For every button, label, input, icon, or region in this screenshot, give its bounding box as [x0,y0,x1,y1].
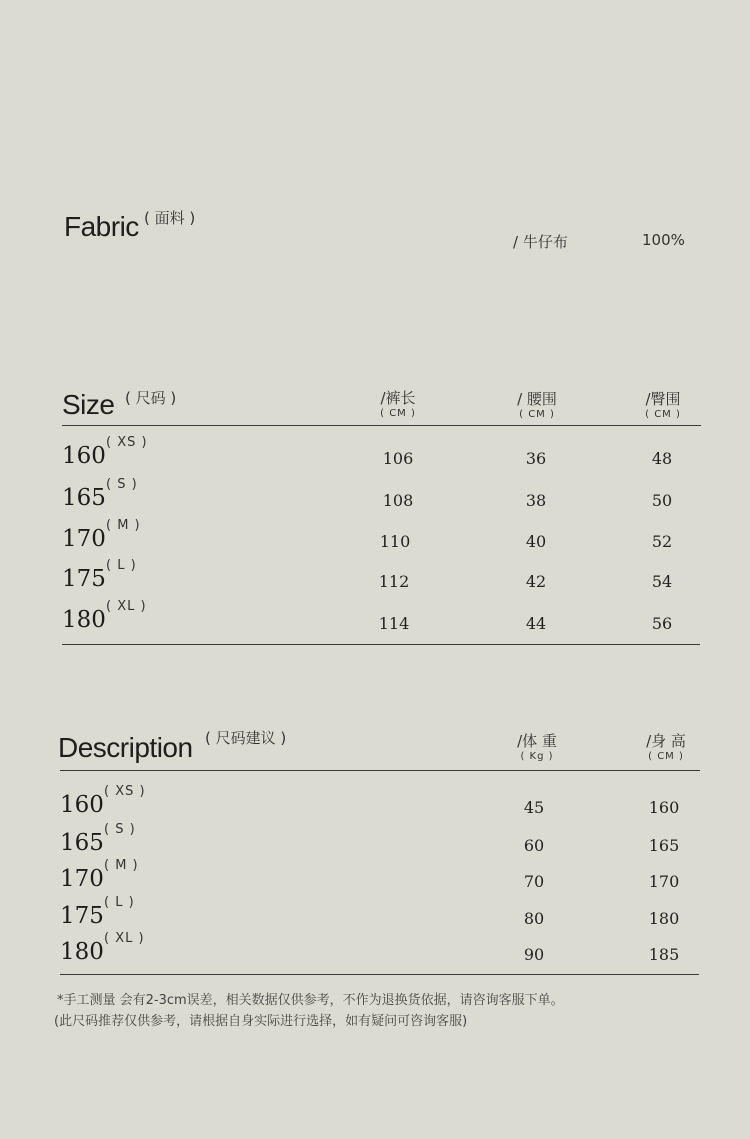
fabric-percent: 100% [642,231,685,249]
description-row-letter: ( L ) [104,895,135,910]
size-row-letter: ( L ) [106,558,137,573]
description-row-size: 160 [60,792,104,818]
size-row-size: 165 [62,485,106,511]
size-row-size: 160 [62,443,106,469]
note-recommendation: (此尺码推荐仅供参考，请根据自身实际进行选择，如有疑问可咨询客服) [54,1014,468,1029]
size-cell: 114 [378,614,410,633]
size-col-unit: ( CM ) [645,409,681,420]
note-measurement: *手工测量 会有2-3cm误差，相关数据仅供参考，不作为退换货依据，请咨询客服下单。 [57,993,564,1008]
description-col-unit: ( CM ) [648,751,684,762]
size-cell: 40 [525,532,547,551]
description-row-letter: ( M ) [104,858,139,873]
description-cell: 165 [648,836,680,855]
size-cell: 108 [382,491,414,510]
description-col-label: /体 重 [517,732,557,750]
size-title: Size [62,389,115,420]
size-bottom-rule [62,644,700,645]
description-col-label: /身 高 [646,732,686,750]
description-row-letter: ( XL ) [104,931,145,946]
size-cell: 44 [525,614,547,633]
description-row-size: 175 [60,903,104,929]
size-col-label: / 腰围 [517,390,557,408]
size-row-size: 175 [62,566,106,592]
description-title: Description [58,732,193,763]
size-row-letter: ( M ) [106,518,141,533]
size-cell: 112 [378,572,410,591]
size-row-letter: ( XS ) [106,435,148,450]
size-col-label: /臀围 [645,390,681,408]
description-row-size: 170 [60,866,104,892]
size-row-size: 180 [62,607,106,633]
description-cell: 45 [523,798,545,817]
description-cell: 90 [523,945,545,964]
size-row-letter: ( S ) [106,477,138,492]
description-col-header-weight [507,730,567,762]
description-row-size: 180 [60,939,104,965]
description-cell: 170 [648,872,680,891]
size-col-header-waist [507,388,567,420]
fabric-title: Fabric [64,211,139,242]
size-cell: 50 [651,491,673,510]
description-row-letter: ( S ) [104,822,136,837]
size-cell: 42 [525,572,547,591]
description-bottom-rule [60,974,699,975]
description-subtitle: ( 尺码建议 ) [205,729,287,747]
description-cell: 160 [648,798,680,817]
fabric-subtitle: ( 面料 ) [144,209,196,227]
size-cell: 110 [379,532,411,551]
description-top-rule [60,770,700,771]
size-cell: 106 [382,449,414,468]
size-col-unit: ( CM ) [519,409,555,420]
fabric-material: / 牛仔布 [513,233,568,251]
size-top-rule [62,425,701,426]
description-row-size: 165 [60,830,104,856]
size-col-header-hip [633,388,693,420]
size-row-letter: ( XL ) [106,599,147,614]
size-cell: 54 [651,572,673,591]
description-cell: 80 [523,909,545,928]
size-cell: 56 [651,614,673,633]
size-cell: 36 [525,449,547,468]
size-cell: 38 [525,491,547,510]
description-cell: 60 [523,836,545,855]
description-cell: 180 [648,909,680,928]
size-col-unit: ( CM ) [380,408,416,419]
description-cell: 185 [648,945,680,964]
description-row-letter: ( XS ) [104,784,146,799]
size-cell: 48 [651,449,673,468]
size-cell: 52 [651,532,673,551]
size-subtitle: ( 尺码 ) [125,389,177,407]
size-col-header-length [368,387,428,419]
size-row-size: 170 [62,526,106,552]
description-col-header-height [634,730,698,762]
description-col-unit: ( Kg ) [520,751,554,762]
description-cell: 70 [523,872,545,891]
size-col-label: /裤长 [380,389,416,407]
